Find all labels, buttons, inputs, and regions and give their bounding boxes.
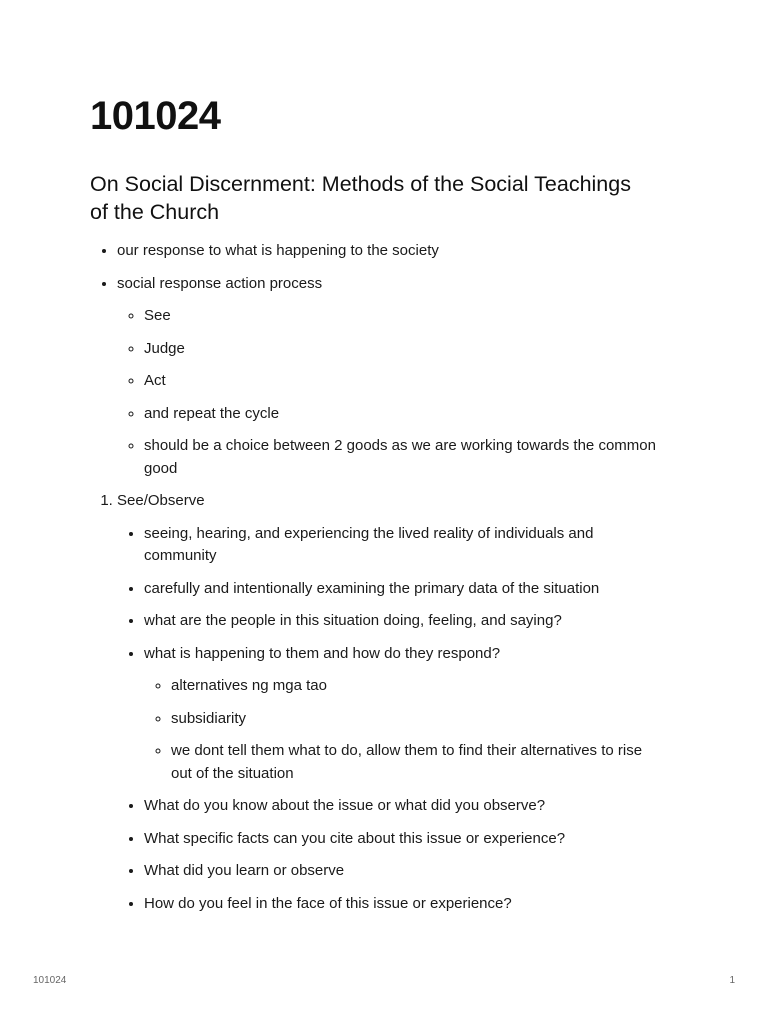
list-item-text: social response action process — [117, 274, 323, 292]
process-steps-list — [117, 300, 660, 485]
section-heading: On Social Discernment: Methods of the Social Teachings of the Church — [90, 172, 631, 224]
list-item: • what are the people in this situation doing, feeling, and saying? — [144, 605, 660, 638]
list-item: • What did you learn or observe — [144, 855, 660, 888]
document-body — [90, 235, 660, 920]
list-item: • How do you feel in the face of this issue or experience? — [144, 888, 660, 921]
observe-bullets — [117, 518, 660, 921]
footer-page-number: 1 — [729, 975, 735, 986]
list-item-text: what is happening to them and how do they respond? — [144, 644, 501, 662]
list-item — [117, 268, 660, 486]
list-item: ◦ and repeat the cycle — [144, 398, 660, 431]
list-item: ◦ alternatives ng mga tao — [171, 670, 660, 703]
numbered-item — [117, 485, 660, 920]
list-item: ◦ Judge — [144, 333, 660, 366]
response-sub-list — [144, 670, 660, 790]
intro-list — [90, 235, 660, 485]
list-item: • seeing, hearing, and experiencing the lived reality of individuals and community — [144, 518, 660, 573]
footer-doc-title: 101024 — [33, 975, 67, 986]
list-item: ◦ should be a choice between 2 goods as we are working towards the common good — [144, 430, 660, 485]
page-title: 101024 — [90, 94, 221, 138]
numbered-item-label: See/Observe — [117, 492, 205, 509]
list-item: ◦ See — [144, 300, 660, 333]
list-item: ◦ we dont tell them what to do, allow them to find their alternatives to rise out of the situation — [171, 735, 660, 790]
list-item — [144, 638, 660, 791]
list-item: • What specific facts can you cite about this issue or experience? — [144, 823, 660, 856]
list-item: • carefully and intentionally examining the primary data of the situation — [144, 573, 660, 606]
list-item: ◦ Act — [144, 365, 660, 398]
list-item: ◦ subsidiarity — [171, 703, 660, 736]
numbered-list — [90, 485, 660, 920]
list-item: • What do you know about the issue or what did you observe? — [144, 790, 660, 823]
list-item: • our response to what is happening to the society — [117, 235, 660, 268]
